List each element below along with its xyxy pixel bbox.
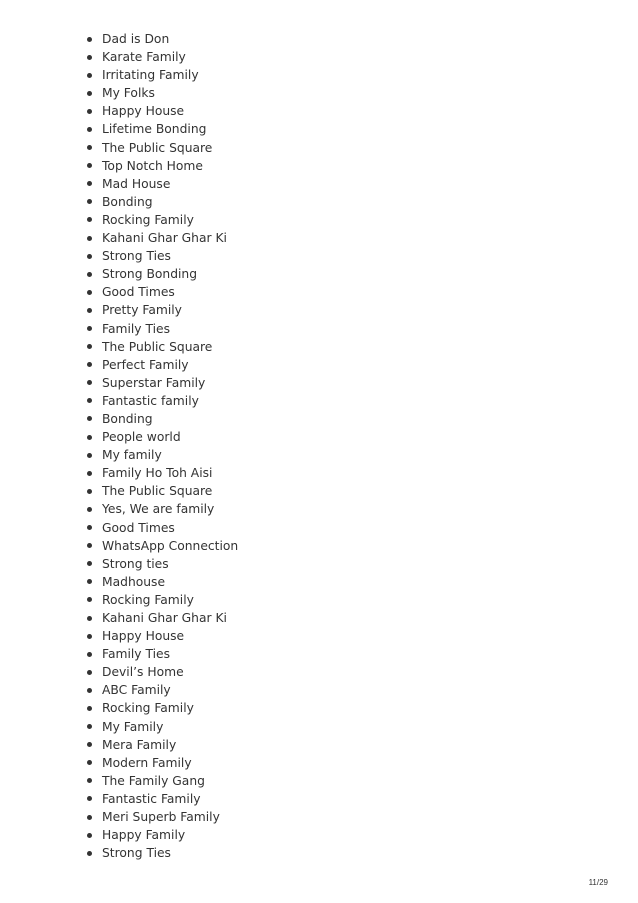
bullet-icon xyxy=(87,290,92,295)
list-item-label: Happy House xyxy=(102,104,185,119)
bullet-icon xyxy=(87,127,92,132)
bullet-icon xyxy=(87,308,92,313)
list-item-label: Perfect Family xyxy=(102,357,189,372)
group-name-list xyxy=(84,30,238,862)
list-item xyxy=(84,500,238,518)
list-item-label: My Folks xyxy=(102,86,155,101)
list-item xyxy=(84,826,238,844)
list-item xyxy=(84,193,238,211)
list-item xyxy=(84,211,238,229)
list-item xyxy=(84,428,238,446)
list-item-label: Strong ties xyxy=(102,556,169,571)
bullet-icon xyxy=(87,724,92,729)
list-item-label: The Public Square xyxy=(102,484,213,499)
list-item-label: Top Notch Home xyxy=(102,158,203,173)
list-item-label: Mad House xyxy=(102,176,171,191)
list-item-label: Meri Superb Family xyxy=(102,810,220,825)
bullet-icon xyxy=(87,851,92,856)
list-item xyxy=(84,609,238,627)
list-item-label: Good Times xyxy=(102,285,175,300)
list-item xyxy=(84,120,238,138)
bullet-icon xyxy=(87,272,92,277)
list-item-label: Dad is Don xyxy=(102,32,170,46)
list-item xyxy=(84,537,238,555)
list-item xyxy=(84,66,238,84)
list-item xyxy=(84,718,238,736)
list-item-label: Fantastic Family xyxy=(102,791,201,806)
bullet-icon xyxy=(87,181,92,186)
list-item-label: Happy House xyxy=(102,629,185,644)
list-item xyxy=(84,808,238,826)
list-item-label: Bonding xyxy=(102,194,153,209)
bullet-icon xyxy=(87,398,92,403)
list-item xyxy=(84,645,238,663)
list-item-label: Rocking Family xyxy=(102,701,194,716)
list-item-label: My Family xyxy=(102,719,164,734)
list-item xyxy=(84,265,238,283)
list-item-label: Kahani Ghar Ghar Ki xyxy=(102,231,227,246)
list-item-label: Family Ho Toh Aisi xyxy=(102,466,213,481)
list-item-label: Mera Family xyxy=(102,737,177,752)
bullet-icon xyxy=(87,254,92,259)
bullet-icon xyxy=(87,73,92,78)
list-item xyxy=(84,555,238,573)
list-item-label: Kahani Ghar Ghar Ki xyxy=(102,611,227,625)
list-item xyxy=(84,681,238,699)
list-item xyxy=(84,229,238,247)
list-item xyxy=(84,790,238,808)
bullet-icon xyxy=(87,362,92,367)
list-item-label: The Family Gang xyxy=(102,773,205,788)
list-item xyxy=(84,102,238,120)
bullet-icon xyxy=(87,236,92,241)
bullet-icon xyxy=(87,435,92,440)
bullet-icon xyxy=(87,471,92,476)
list-item xyxy=(84,446,238,464)
bullet-icon xyxy=(87,453,92,458)
bullet-icon xyxy=(87,634,92,639)
list-item xyxy=(84,754,238,772)
list-item xyxy=(84,48,238,66)
list-item xyxy=(84,591,238,609)
list-item-label: Devil’s Home xyxy=(102,665,184,680)
bullet-icon xyxy=(87,652,92,657)
list-item xyxy=(84,374,238,392)
list-item xyxy=(84,30,238,48)
bullet-icon xyxy=(87,145,92,150)
list-item-label: Bonding xyxy=(102,411,153,426)
list-item-label: Strong Ties xyxy=(102,249,171,264)
bullet-icon xyxy=(87,380,92,385)
list-item xyxy=(84,84,238,102)
list-item xyxy=(84,464,238,482)
list-item-label: Karate Family xyxy=(102,50,186,65)
bullet-icon xyxy=(87,543,92,548)
list-item xyxy=(84,772,238,790)
bullet-icon xyxy=(87,706,92,711)
bullet-icon xyxy=(87,163,92,168)
bullet-icon xyxy=(87,217,92,222)
bullet-icon xyxy=(87,507,92,512)
list-item xyxy=(84,356,238,374)
list-item xyxy=(84,175,238,193)
bullet-icon xyxy=(87,489,92,494)
page-number: 11/29 xyxy=(588,878,608,887)
list-item xyxy=(84,519,238,537)
bullet-icon xyxy=(87,760,92,765)
list-item-label: WhatsApp Connection xyxy=(102,538,239,553)
bullet-icon xyxy=(87,815,92,820)
list-item-label: Rocking Family xyxy=(102,592,194,607)
bullet-icon xyxy=(87,109,92,114)
bullet-icon xyxy=(87,616,92,621)
bullet-icon xyxy=(87,670,92,675)
list-item xyxy=(84,482,238,500)
bullet-icon xyxy=(87,199,92,204)
list-item-label: Modern Family xyxy=(102,755,192,770)
list-item-label: People world xyxy=(102,430,181,445)
list-item-label: Rocking Family xyxy=(102,212,194,227)
bullet-icon xyxy=(87,37,92,42)
list-item xyxy=(84,320,238,338)
list-item-label: Strong Ties xyxy=(102,846,171,861)
bullet-icon xyxy=(87,688,92,693)
list-item-label: Family Ties xyxy=(102,321,170,336)
list-item-label: Lifetime Bonding xyxy=(102,122,207,137)
list-item-label: Yes, We are family xyxy=(102,502,215,517)
list-item xyxy=(84,392,238,410)
list-item xyxy=(84,139,238,157)
bullet-icon xyxy=(87,833,92,838)
list-item xyxy=(84,663,238,681)
bullet-icon xyxy=(87,91,92,96)
list-item-label: Madhouse xyxy=(102,574,166,589)
list-item xyxy=(84,573,238,591)
bullet-icon xyxy=(87,742,92,747)
list-item-label: My family xyxy=(102,448,162,463)
list-item xyxy=(84,736,238,754)
list-item xyxy=(84,844,238,862)
list-item xyxy=(84,283,238,301)
bullet-icon xyxy=(87,525,92,530)
list-item xyxy=(84,410,238,428)
list-item-label: Pretty Family xyxy=(102,303,182,318)
bullet-icon xyxy=(87,579,92,584)
list-item xyxy=(84,699,238,717)
bullet-icon xyxy=(87,597,92,602)
list-item-label: Irritating Family xyxy=(102,68,199,83)
bullet-icon xyxy=(87,778,92,783)
list-item-label: The Public Square xyxy=(102,140,213,155)
list-item-label: Good Times xyxy=(102,520,175,535)
bullet-icon xyxy=(87,326,92,331)
bullet-icon xyxy=(87,344,92,349)
list-item xyxy=(84,157,238,175)
list-item xyxy=(84,627,238,645)
list-item-label: ABC Family xyxy=(102,683,171,698)
list-item-label: Superstar Family xyxy=(102,375,206,390)
list-item xyxy=(84,338,238,356)
bullet-icon xyxy=(87,796,92,801)
list-item-label: Fantastic family xyxy=(102,393,199,408)
list-item-label: The Public Square xyxy=(102,339,213,354)
list-item-label: Strong Bonding xyxy=(102,267,198,282)
bullet-icon xyxy=(87,55,92,60)
bullet-icon xyxy=(87,561,92,566)
list-item xyxy=(84,301,238,319)
bullet-icon xyxy=(87,416,92,421)
list-item xyxy=(84,247,238,265)
list-item-label: Happy Family xyxy=(102,828,186,843)
list-item-label: Family Ties xyxy=(102,647,170,662)
